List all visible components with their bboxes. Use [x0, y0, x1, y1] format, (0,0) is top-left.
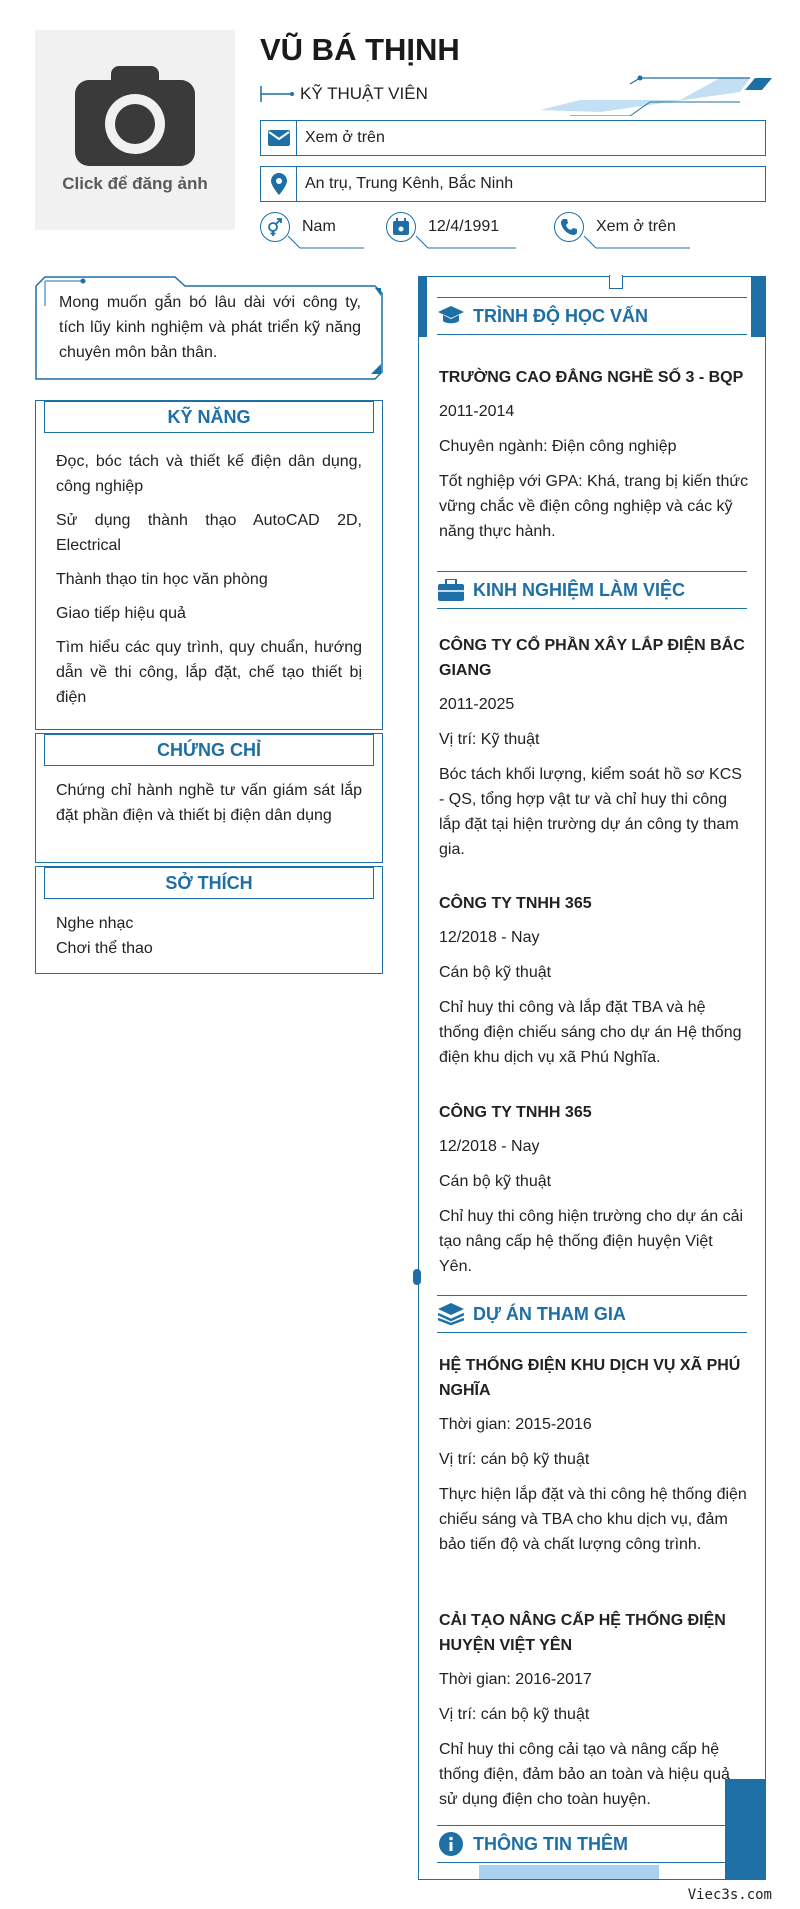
layers-icon	[437, 1303, 465, 1325]
email-field[interactable]	[260, 120, 766, 156]
projects-heading-text: DỰ ÁN THAM GIA	[473, 1303, 626, 1324]
project-desc: Chỉ huy thi công cải tạo và nâng cấp hệ thống điện, đảm bảo an toàn và hiệu quả sử dụng điện cho toàn huyện.	[439, 1741, 730, 1808]
frame-knob	[413, 1269, 421, 1285]
certificates-heading: CHỨNG CHỈ	[44, 734, 374, 766]
company-name: CÔNG TY TNHH 365	[439, 895, 592, 912]
graduation-cap-icon	[437, 306, 465, 326]
skill-item: Thành thạo tin học văn phòng	[56, 571, 268, 588]
experience-entry	[439, 1100, 749, 1289]
company-name: CÔNG TY TNHH 365	[439, 1104, 592, 1121]
experience-entry	[439, 891, 749, 1080]
project-role: Vị trí: cán bộ kỹ thuật	[439, 1706, 590, 1723]
candidate-name: VŨ BÁ THỊNH	[260, 32, 460, 67]
project-time: Thời gian: 2016-2017	[439, 1671, 592, 1688]
email-value: Xem ở trên	[305, 129, 385, 146]
job-desc: Chỉ huy thi công hiện trường cho dự án cải tạo nâng cấp hệ thống điện huyện Việt Yên.	[439, 1208, 744, 1275]
job-desc: Chỉ huy thi công và lắp đặt TBA và hệ thống điện chiếu sáng cho dự án Hệ thống điện khu dịch vụ xã Phú Nghĩa.	[439, 999, 742, 1066]
job-role: Cán bộ kỹ thuật	[439, 964, 552, 981]
main-column	[418, 276, 766, 1880]
education-entry	[439, 365, 749, 554]
projects-heading	[437, 1295, 747, 1333]
more-info-heading	[437, 1825, 747, 1863]
camera-icon	[75, 66, 195, 166]
frame-notch	[609, 275, 623, 289]
certificate-item: Chứng chỉ hành nghề tư vấn giám sát lắp đặt phần điện và thiết bị điện dân dụng	[56, 782, 362, 824]
gender-value: Nam	[302, 218, 336, 235]
hobby-item: Nghe nhạc	[56, 915, 134, 932]
footer-watermark: Viec3s.com	[687, 1887, 772, 1903]
envelope-icon	[261, 121, 297, 155]
address-value: An trụ, Trung Kênh, Bắc Ninh	[305, 175, 514, 192]
frame-decoration	[419, 277, 427, 337]
address-field[interactable]	[260, 166, 766, 202]
experience-heading	[437, 571, 747, 609]
project-role: Vị trí: cán bộ kỹ thuật	[439, 1451, 590, 1468]
school-name: TRƯỜNG CAO ĐẲNG NGHỀ SỐ 3 - BQP	[439, 369, 744, 386]
experience-heading-text: KINH NGHIỆM LÀM VIỆC	[473, 579, 686, 600]
avatar-upload[interactable]	[35, 30, 235, 230]
job-period: 12/2018 - Nay	[439, 1138, 540, 1155]
project-name: CẢI TẠO NÂNG CẤP HỆ THỐNG ĐIỆN HUYỆN VIỆT YÊN	[439, 1612, 726, 1654]
skills-heading: KỸ NĂNG	[44, 401, 374, 433]
skill-item: Đọc, bóc tách và thiết kế điện dân dụng, công nghiệp	[56, 453, 362, 495]
hobby-item: Chơi thể thao	[56, 940, 153, 957]
frame-decoration	[751, 277, 765, 337]
project-desc: Thực hiện lắp đặt và thi công hệ thống điện chiếu sáng và TBA cho khu dịch vụ, đảm bảo tiến độ và chất lượng công trình.	[439, 1486, 747, 1553]
experience-entry	[439, 633, 749, 872]
more-info-heading-text: THÔNG TIN THÊM	[473, 1833, 628, 1854]
project-entry	[439, 1353, 749, 1567]
skill-item: Sử dụng thành thạo AutoCAD 2D, Electrical	[56, 512, 362, 554]
title-connector	[260, 86, 300, 102]
job-desc: Bóc tách khối lượng, kiểm soát hồ sơ KCS - QS, tổng hợp vật tư và chỉ huy thi công lắp đặt tại hiện trường dự án công ty tham gia.	[439, 766, 742, 858]
skill-item: Giao tiếp hiệu quả	[56, 605, 186, 622]
hobbies-heading: SỞ THÍCH	[44, 867, 374, 899]
phone-value: Xem ở trên	[596, 218, 676, 235]
skill-item: Tìm hiểu các quy trình, quy chuẩn, hướng dẫn về thi công, lắp đặt, chế tạo thiết bị điện	[56, 639, 362, 706]
project-time: Thời gian: 2015-2016	[439, 1416, 592, 1433]
job-period: 2011-2025	[439, 696, 515, 713]
job-role: Vị trí: Kỹ thuật	[439, 731, 540, 748]
photo-caption: Click để đăng ảnh	[62, 174, 208, 193]
briefcase-icon	[437, 579, 465, 601]
objective-text: Mong muốn gắn bó lâu dài với công ty, tích lũy kinh nghiệm và phát triển kỹ năng chuyên môn bản thân.	[59, 294, 361, 361]
education-desc: Tốt nghiệp với GPA: Khá, trang bị kiến thức vững chắc về điện công nghiệp và các kỹ năng thực hành.	[439, 473, 749, 540]
skills-section	[35, 400, 383, 730]
company-name: CÔNG TY CỔ PHẦN XÂY LẮP ĐIỆN BẮC GIANG	[439, 637, 745, 679]
certificates-section	[35, 733, 383, 863]
dob-value: 12/4/1991	[428, 218, 500, 235]
education-heading	[437, 297, 747, 335]
education-period: 2011-2014	[439, 403, 515, 420]
job-period: 12/2018 - Nay	[439, 929, 540, 946]
education-major: Chuyên ngành: Điện công nghiệp	[439, 438, 677, 455]
project-name: HỆ THỐNG ĐIỆN KHU DỊCH VỤ XÃ PHÚ NGHĨA	[439, 1357, 741, 1399]
job-title: KỸ THUẬT VIÊN	[300, 84, 428, 103]
project-entry	[439, 1608, 749, 1822]
frame-decoration	[479, 1865, 659, 1879]
location-pin-icon	[261, 167, 297, 201]
education-heading-text: TRÌNH ĐỘ HỌC VẤN	[473, 305, 648, 326]
objective-box	[35, 276, 383, 380]
hobbies-section	[35, 866, 383, 974]
job-role: Cán bộ kỹ thuật	[439, 1173, 552, 1190]
header-decoration	[540, 72, 776, 116]
info-icon	[437, 1832, 465, 1856]
info-underline-decoration	[280, 236, 780, 252]
